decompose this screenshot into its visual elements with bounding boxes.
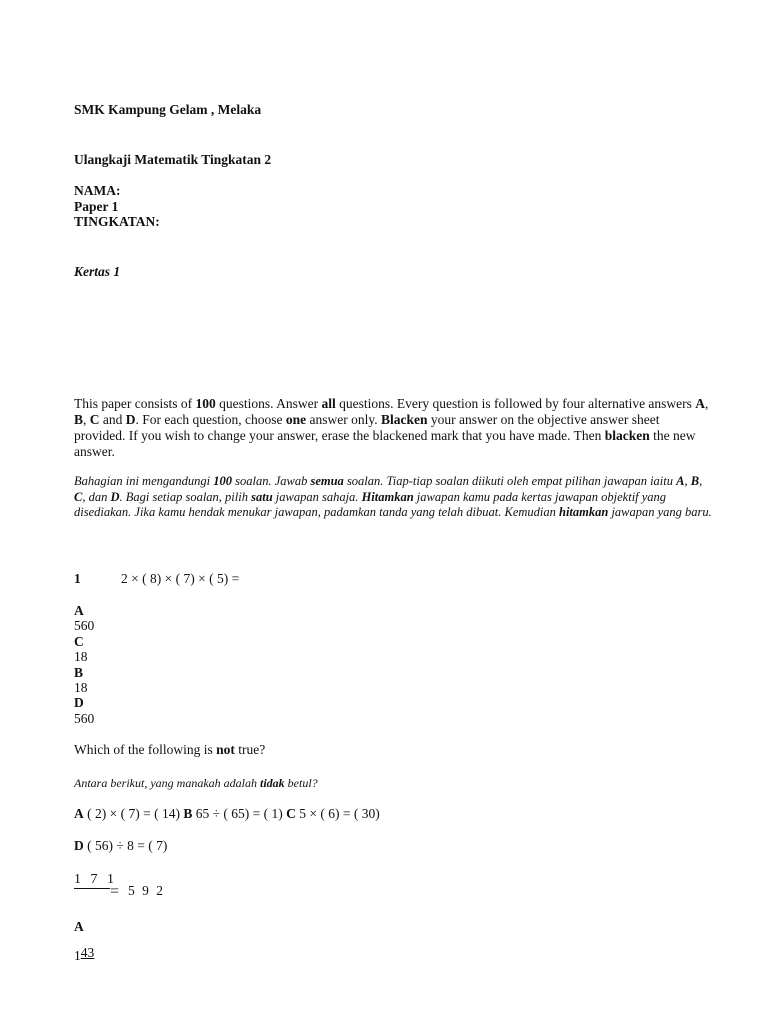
fraction-numerator: 1 7 1: [74, 872, 117, 887]
option-value: 18: [74, 680, 88, 695]
option-letter: A: [74, 603, 84, 618]
question-prompt: Which of the following is not true?: [74, 742, 266, 757]
option-text: ( 56) ÷ 8 = ( 7): [83, 838, 168, 853]
option-letter: B: [183, 806, 193, 821]
paper-title: Ulangkaji Matematik Tingkatan 2: [74, 152, 272, 167]
kertas-label: Kertas 1: [74, 264, 121, 279]
school-name: SMK Kampung Gelam , Melaka: [74, 102, 262, 117]
question-expression: 2 × ( 8) × ( 7) × ( 5) =: [121, 571, 240, 586]
question-prompt-malay: Antara berikut, yang manakah adalah tidak betul?: [74, 776, 318, 790]
option-letter: C: [286, 806, 296, 821]
equals-sign: =: [110, 883, 120, 900]
option-letter: A: [74, 806, 84, 821]
instructions-english: This paper consists of 100 questions. Answer all questions. Every question is followed by four alternative answers A, B, C and D. For each question, choose one answer only. Blacken your answer on the objective answer sheet provided. If you wish to change your answer, erase the blackened mark that you have made. Then blacken the new answer.: [74, 396, 709, 459]
option-value: 143: [74, 945, 95, 963]
question-number: 1: [74, 571, 81, 586]
option-letter: D: [74, 695, 84, 710]
option-text: 65 ÷ ( 65) = ( 1): [192, 806, 287, 821]
option-letter: B: [74, 665, 84, 680]
option-letter: D: [74, 838, 84, 853]
nama-label: NAMA:: [74, 183, 121, 198]
fraction-rhs: 5 9 2: [128, 883, 165, 898]
option-letter: C: [74, 634, 84, 649]
paper-label: Paper 1: [74, 199, 119, 214]
option-value: 560: [74, 618, 95, 633]
option-value: 560: [74, 711, 95, 726]
tingkatan-label: TINGKATAN:: [74, 214, 160, 229]
option-letter: A: [74, 919, 84, 934]
question-option-d: [74, 838, 167, 854]
fraction-bar: [74, 888, 110, 889]
instructions-malay: Bahagian ini mengandungi 100 soalan. Jawab semua soalan. Tiap-tiap soalan diikuti oleh empat pilihan jawapan iaitu A, B, C, dan D. Bagi setiap soalan, pilih satu jawapan sahaja. Hitamkan jawapan kamu pada kertas jawapan objektif yang disediakan. Jika kamu hendak menukar jawapan, padamkan tanda yang telah dibuat. Kemudian hitamkan jawapan yang baru.: [74, 474, 712, 519]
option-text: ( 2) × ( 7) = ( 14): [83, 806, 184, 821]
option-text: 5 × ( 6) = ( 30): [295, 806, 380, 821]
question-options-row: [74, 806, 380, 822]
option-value: 18: [74, 649, 88, 664]
